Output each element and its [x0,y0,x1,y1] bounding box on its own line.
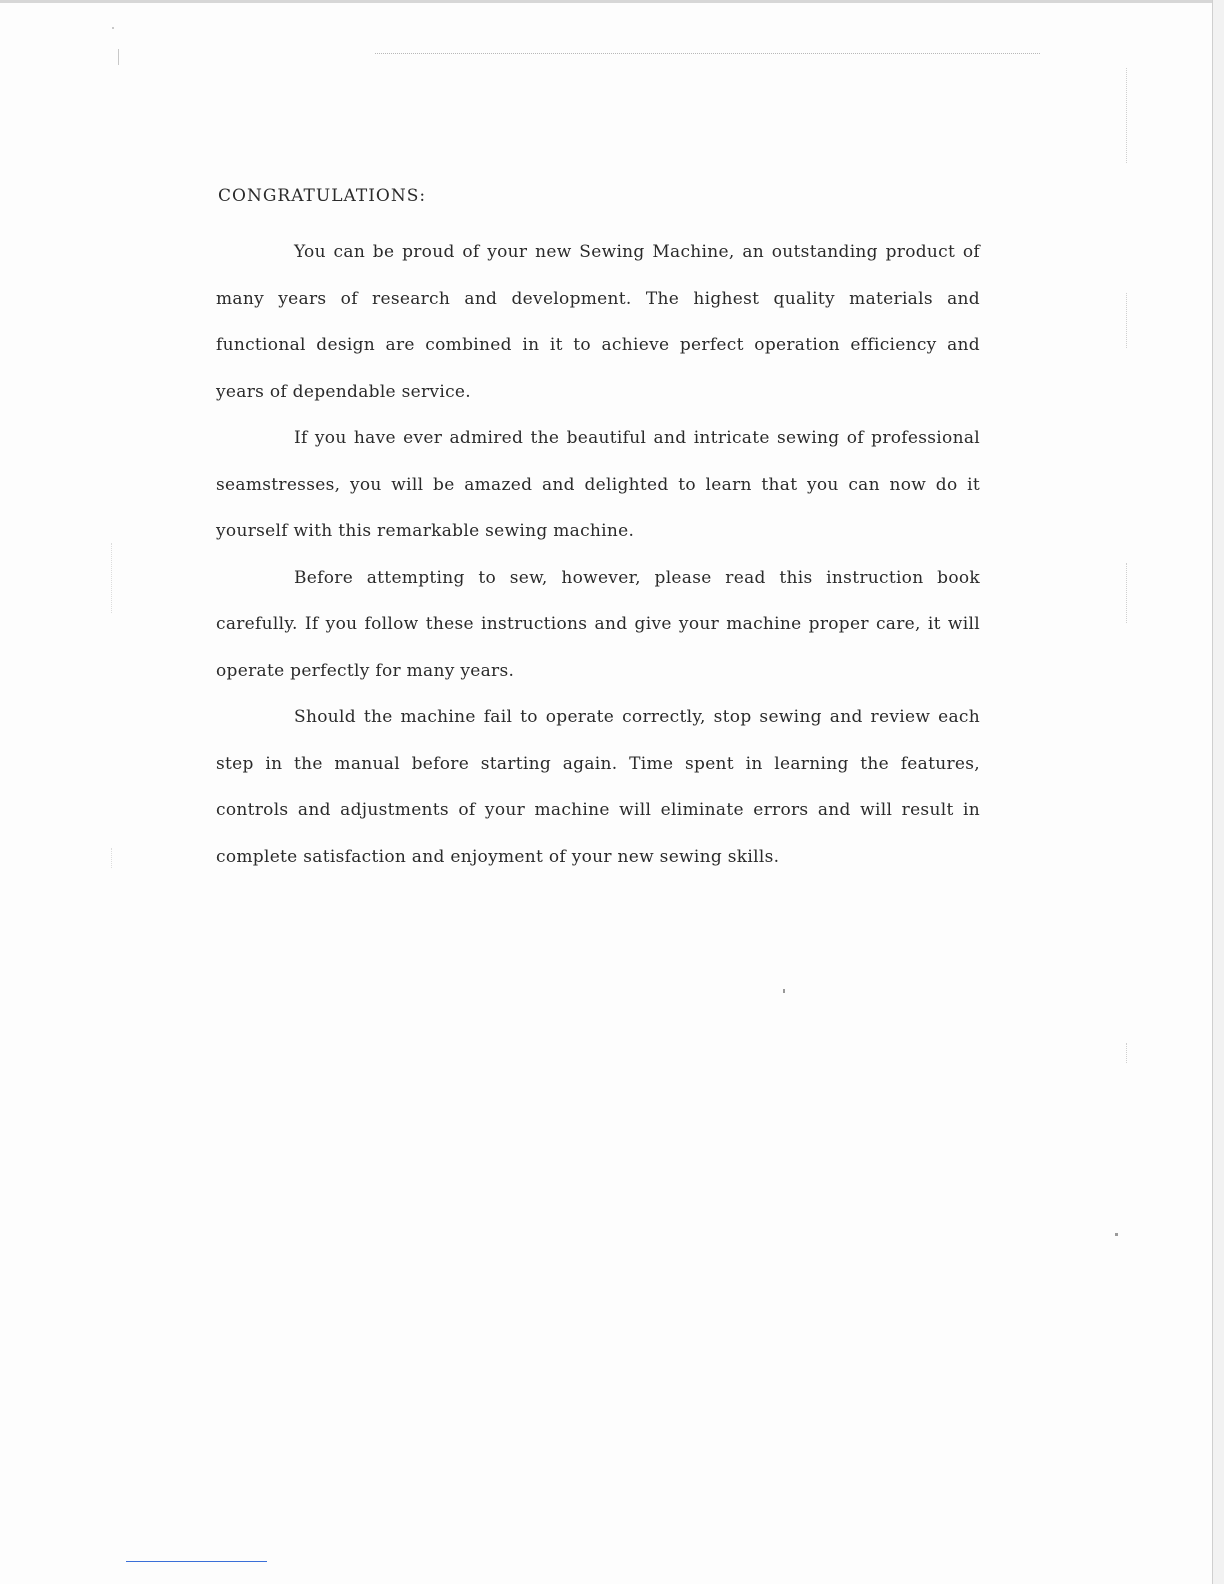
scan-artifact-speckles [1126,68,1129,163]
page-edge-shadow [1212,0,1224,1584]
scan-artifact-speckles [1126,293,1129,348]
scan-artifact-speckles [1126,563,1129,623]
paragraph-before-sewing: Before attempting to sew, however, please read this instruction book carefully. If you follow these instructions and give your machine proper care, it will operate perfectly for many years. [216,567,980,681]
scan-artifact-tick [118,49,119,65]
paragraph-admired: If you have ever admired the beautiful and intricate sewing of professional seamstresses, you will be amazed and delighted to learn that you can now do it yourself with this remarkable sewing machine. [216,428,980,541]
scan-artifact-line [375,53,1040,54]
paragraph-troubleshoot: Should the machine fail to operate correctly, stop sewing and review each step in the manual before starting again. Time spent in learning the features, controls and adjustments of your machine will eliminate errors and will result in complete satisfaction and enjoyment of your new sewing skills. [216,707,980,867]
footer-underline-mark [126,1561,267,1562]
paragraph-intro: You can be proud of your new Sewing Machine, an outstanding product of many years of research and development. The highest quality materials and functional design are combined in it to achieve perfect operation efficiency and years of dependable service. [216,242,980,402]
scan-artifact-dot [112,27,114,29]
scan-artifact-dot [783,989,785,993]
page-heading: CONGRATULATIONS: [218,186,427,206]
scan-artifact-speckles [111,543,114,613]
scan-artifact-speckles [1126,1043,1129,1063]
scan-artifact-speckles [111,848,114,868]
document-body [216,181,980,880]
scan-artifact-dot [1115,1233,1118,1236]
